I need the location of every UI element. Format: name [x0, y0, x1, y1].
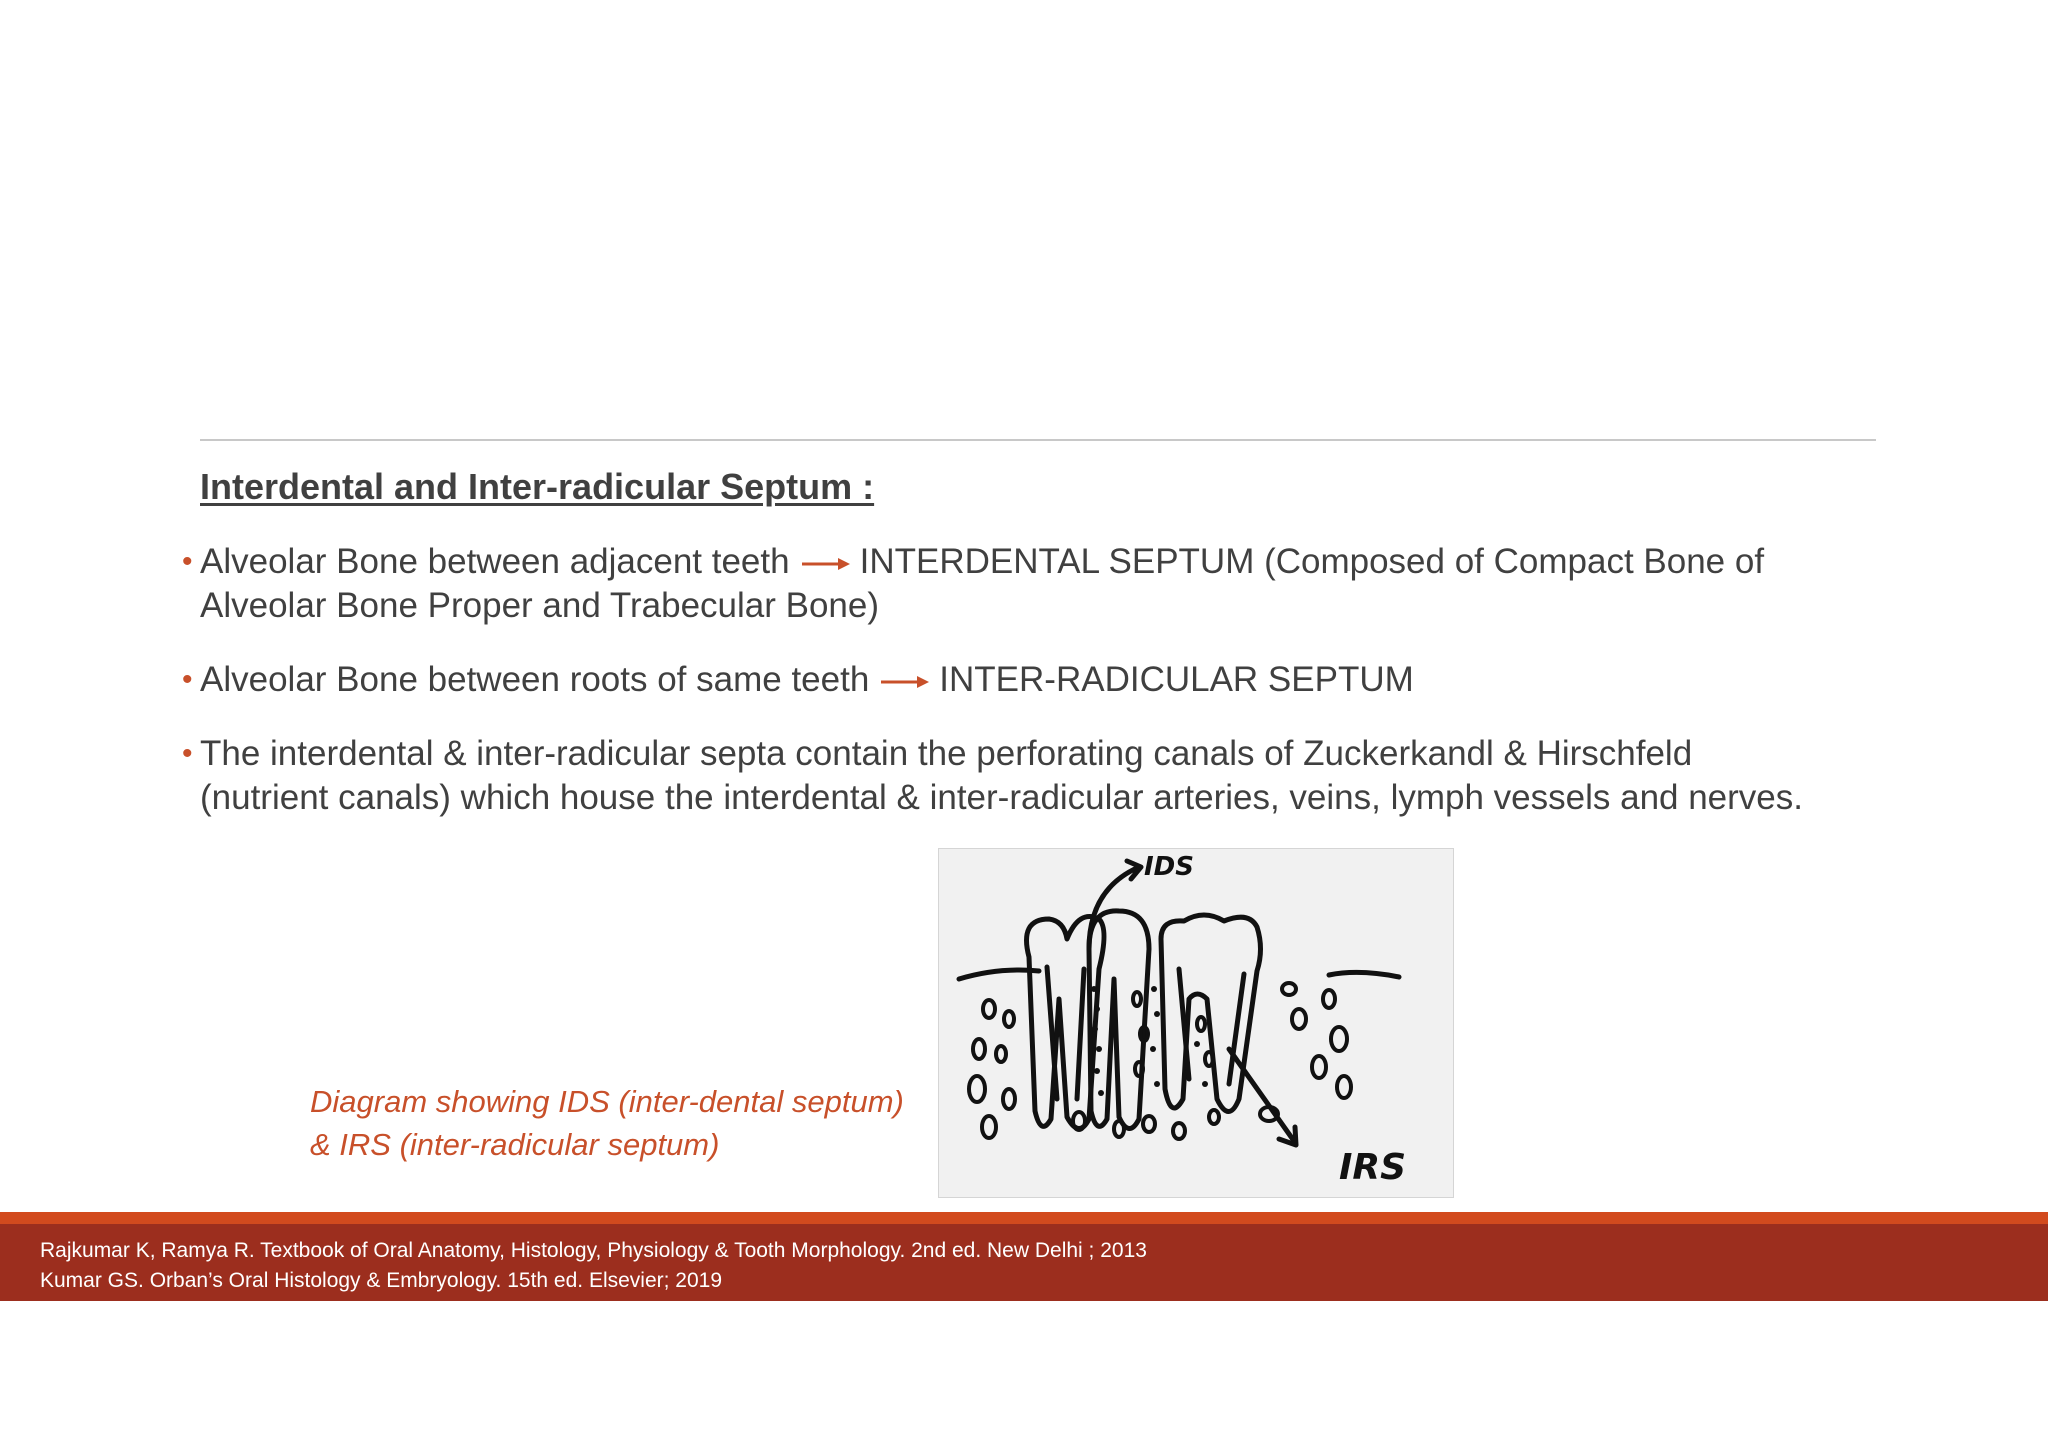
bullet-lead-text: Alveolar Bone between adjacent teeth: [200, 542, 790, 581]
bullet-list: [182, 540, 1922, 850]
bullet-line2-text: (nutrient canals) which house the interdental & inter-radicular arteries, veins, lymph vessels and nerves.: [200, 778, 1803, 817]
arrow-right-icon: [879, 672, 929, 692]
bullet-nutrient-canals: [182, 732, 1922, 820]
bullet-continuation-text: Alveolar Bone Proper and Trabecular Bone): [200, 586, 880, 625]
figure-caption: [310, 1080, 904, 1166]
figure-label-irs: IRS: [1339, 1147, 1407, 1188]
figure-label-ids: IDS: [1144, 852, 1194, 882]
tooth-sketch-drawing: [939, 849, 1453, 1197]
bullet-result-text: INTERDENTAL SEPTUM (Composed of Compact Bone of: [859, 542, 1765, 581]
bullet-dot-icon: •: [182, 663, 193, 696]
caption-line-1: Diagram showing IDS (inter-dental septum): [310, 1084, 904, 1119]
bullet-dot-icon: •: [182, 545, 193, 578]
footer-accent-stripe: [0, 1212, 2048, 1224]
slide-heading: Interdental and Inter-radicular Septum :: [200, 466, 875, 507]
bullet-interradicular: [182, 658, 1922, 702]
septum-diagram: [938, 848, 1454, 1198]
bullet-line1-text: The interdental & inter-radicular septa contain the perforating canals of Zuckerkandl & Hirschfeld: [200, 734, 1693, 773]
caption-line-2: & IRS (inter-radicular septum): [310, 1127, 720, 1162]
reference-1: Rajkumar K, Ramya R. Textbook of Oral Anatomy, Histology, Physiology & Tooth Morphology. 2nd ed. New Delhi ; 2013: [40, 1239, 1147, 1262]
reference-2: Kumar GS. Orban’s Oral Histology & Embryology. 15th ed. Elsevier; 2019: [40, 1269, 723, 1292]
arrow-right-icon: [800, 554, 850, 574]
bullet-result-text: INTER-RADICULAR SEPTUM: [939, 660, 1414, 699]
bullet-interdental: [182, 540, 1922, 628]
bullet-lead-text: Alveolar Bone between roots of same teeth: [200, 660, 870, 699]
bullet-dot-icon: •: [182, 737, 193, 770]
header-divider: [200, 439, 1876, 441]
footer-references: [40, 1236, 1147, 1296]
